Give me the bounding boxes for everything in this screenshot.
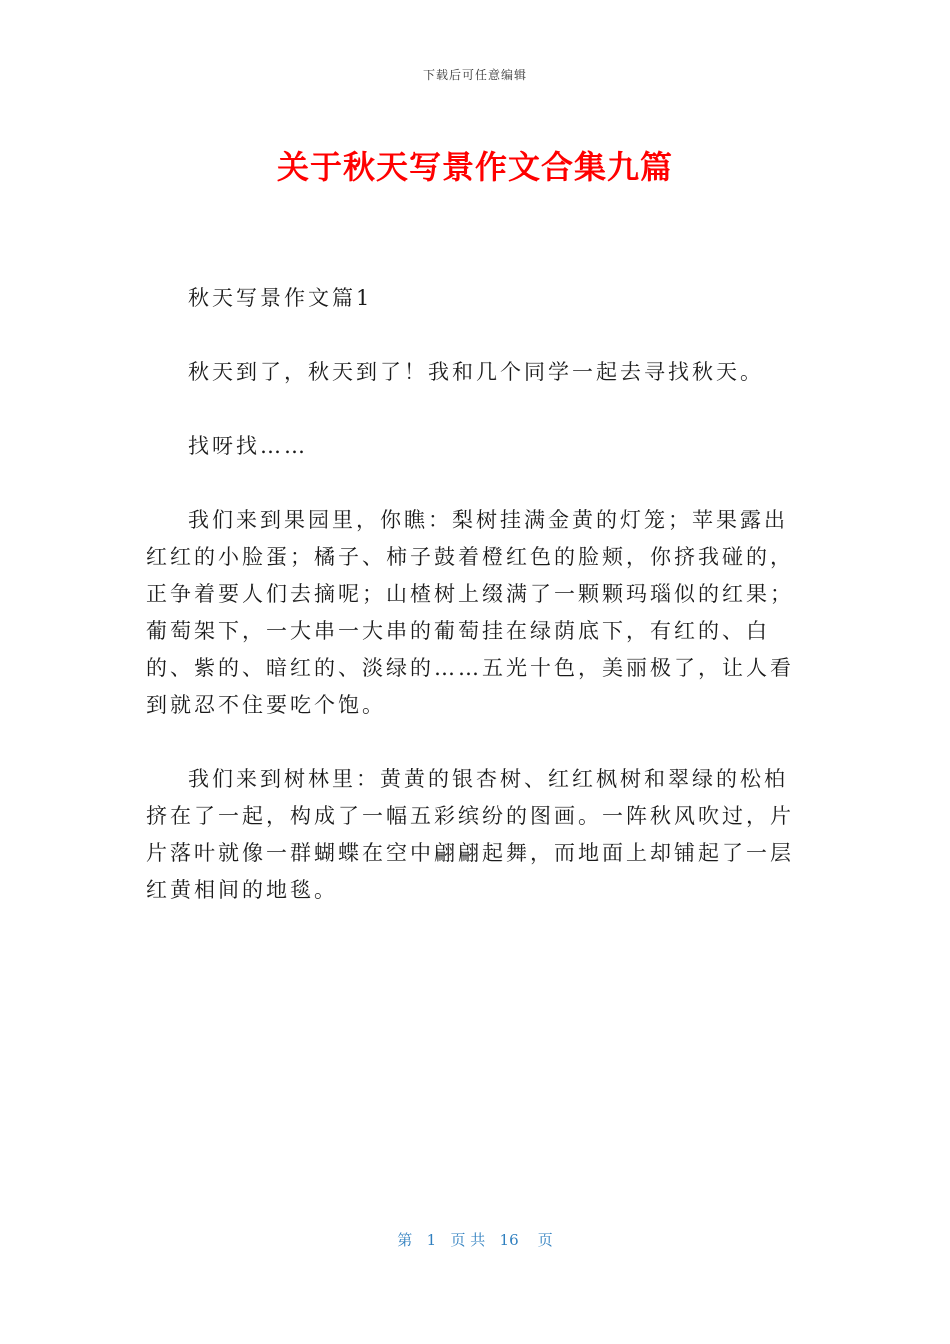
footer-label-total: 页 共 bbox=[450, 1231, 486, 1249]
header-note: 下载后可任意编辑 bbox=[422, 68, 527, 82]
footer-label-page: 第 bbox=[397, 1231, 413, 1249]
section-heading: 秋天写景作文篇1 bbox=[188, 286, 373, 310]
footer-current-page: 1 bbox=[426, 1231, 437, 1249]
document-body bbox=[146, 280, 794, 946]
footer-total-pages: 16 bbox=[499, 1231, 519, 1249]
paragraph-forest: 我们来到树林里：黄黄的银杏树、红红枫树和翠绿的松柏挤在了一起，构成了一幅五彩缤纷的图画。一阵秋风吹过，片片落叶就像一群蝴蝶在空中翩翩起舞，而地面上却铺起了一层红黄相间的地毯。 bbox=[146, 767, 794, 902]
document-title: 关于秋天写景作文合集九篇 bbox=[276, 148, 673, 186]
page-footer bbox=[0, 1229, 950, 1250]
paragraph-orchard: 我们来到果园里，你瞧：梨树挂满金黄的灯笼；苹果露出红红的小脸蛋；橘子、柿子鼓着橙红色的脸颊，你挤我碰的，正争着要人们去摘呢；山楂树上缀满了一颗颗玛瑙似的红果；葡萄架下，一大串一大串的葡萄挂在绿荫底下，有红的、白的、紫的、暗红的、淡绿的……五光十色，美丽极了，让人看到就忍不住要吃个饱。 bbox=[146, 508, 794, 717]
paragraph-intro: 秋天到了，秋天到了！我和几个同学一起去寻找秋天。 bbox=[188, 360, 764, 384]
paragraph-searching: 找呀找…… bbox=[188, 434, 308, 458]
footer-label-end: 页 bbox=[537, 1231, 553, 1249]
